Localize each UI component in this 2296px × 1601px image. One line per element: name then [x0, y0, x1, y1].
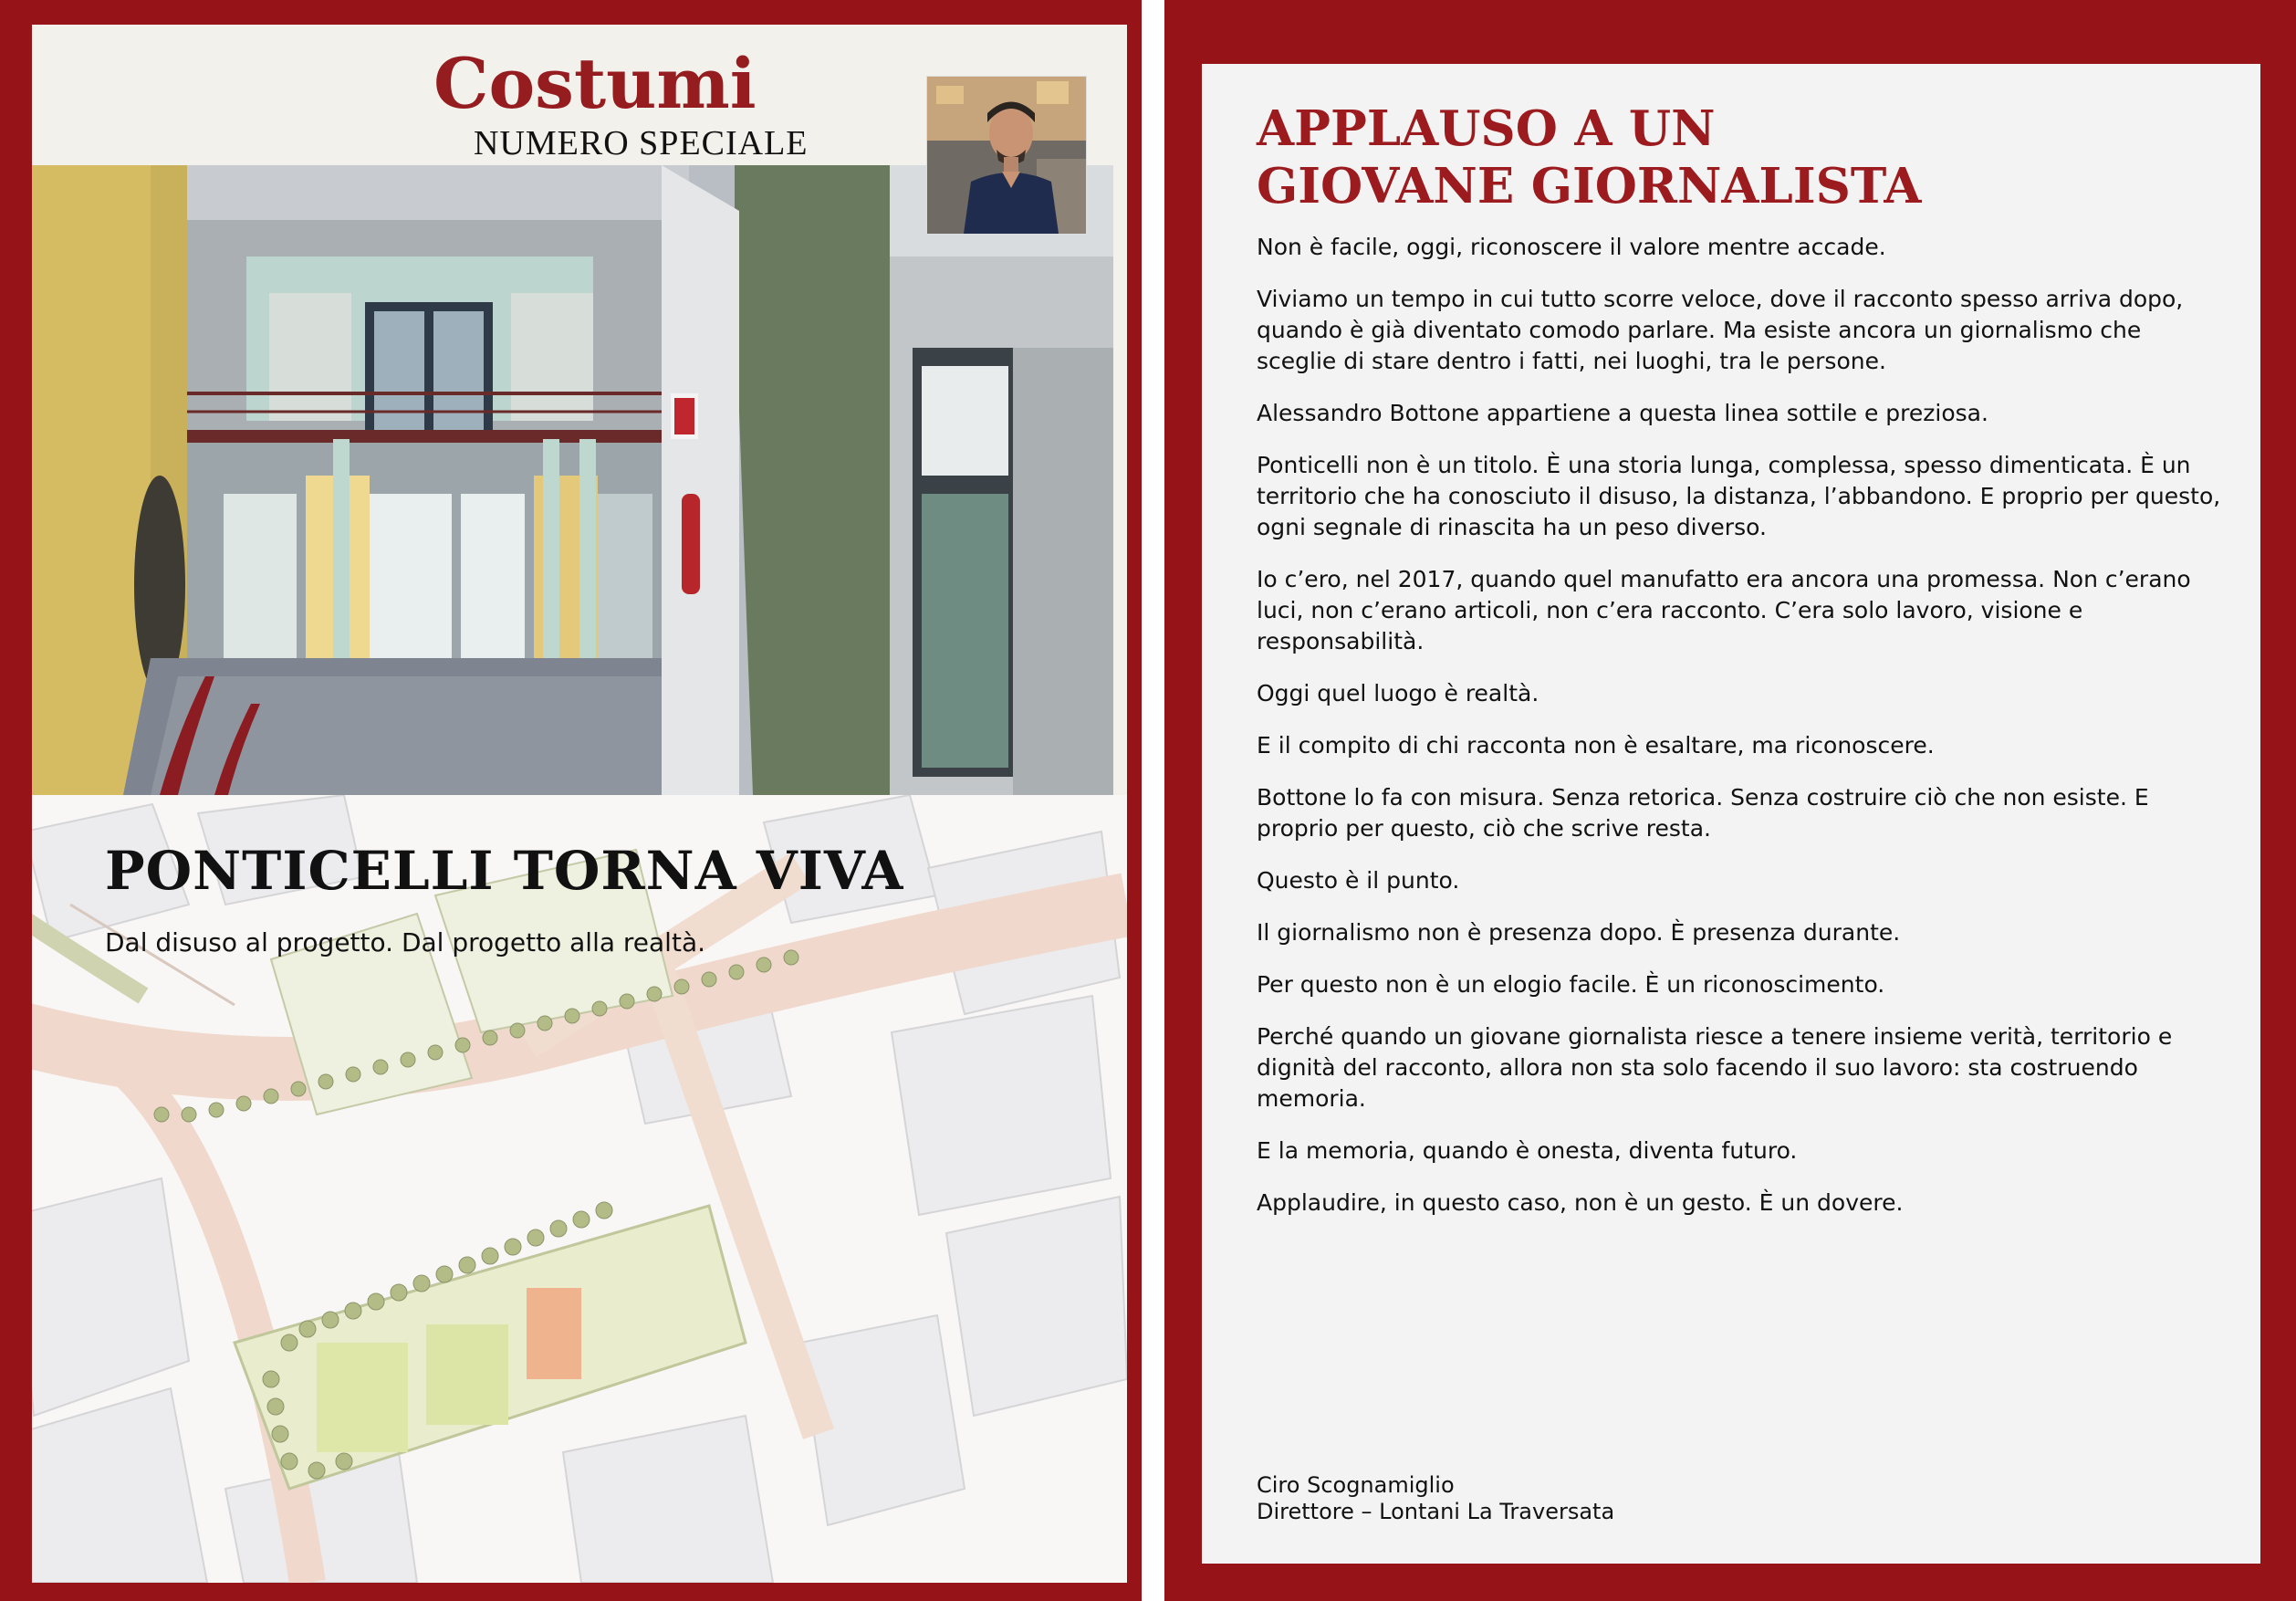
- paragraph: Il giornalismo non è presenza dopo. È presenza durante.: [1257, 919, 1901, 946]
- magazine-subtitle: NUMERO SPECIALE: [474, 124, 809, 162]
- site-plan-map: [32, 795, 1127, 1583]
- article-title: [1257, 100, 2242, 215]
- signature-name: Ciro Scognamiglio: [1257, 1472, 1455, 1498]
- article-title-line-1: APPLAUSO A UN: [1257, 100, 1716, 157]
- signature-block: [1257, 1472, 1987, 1525]
- paragraph: Alessandro Bottone appartiene a questa linea sottile e preziosa.: [1257, 400, 1988, 426]
- paragraph: E il compito di chi racconta non è esaltare, ma riconoscere.: [1257, 732, 1935, 759]
- school-interior-photo: [32, 165, 1113, 795]
- article-body: [1257, 232, 2224, 1240]
- paragraph: Per questo non è un elogio facile. È un riconoscimento.: [1257, 971, 1885, 998]
- paragraph: Viviamo un tempo in cui tutto scorre veloce, dove il racconto spesso arriva dopo, quando è già diventato comodo parlare. Ma esiste ancora un giornalismo che sceglie di stare dentro i fatti, nei luoghi, tra le persone.: [1257, 286, 2184, 374]
- article-page: [1202, 64, 2260, 1564]
- paragraph: Perché quando un giovane giornalista riesce a tenere insieme verità, territorio e dignità del racconto, allora non sta solo facendo il suo lavoro: sta costruendo memoria.: [1257, 1023, 2173, 1112]
- paragraph: Ponticelli non è un titolo. È una storia lunga, complessa, spesso dimenticata. È un territorio che ha conosciuto il disuso, la distanza, l’abbandono. E proprio per questo, ogni segnale di rinascita ha un peso diverso.: [1257, 452, 2221, 540]
- paragraph: Applaudire, in questo caso, non è un gesto. È un dovere.: [1257, 1189, 1904, 1216]
- cover-headline: PONTICELLI TORNA VIVA: [105, 840, 904, 902]
- article-title-line-2: GIOVANE GIORNALISTA: [1257, 158, 1922, 215]
- magazine-title: Costumi: [433, 43, 757, 124]
- paragraph: Bottone lo fa con misura. Senza retorica. Senza costruire ciò che non esiste. E proprio per questo, ciò che scrive resta.: [1257, 784, 2149, 842]
- page-gutter: [1142, 0, 1164, 1601]
- journalist-portrait: [926, 76, 1087, 235]
- paragraph: Io c’ero, nel 2017, quando quel manufatto era ancora una promessa. Non c’erano luci, non c’erano articoli, non c’era racconto. C’era solo lavoro, visione e responsabilità.: [1257, 566, 2191, 654]
- paragraph: Oggi quel luogo è realtà.: [1257, 680, 1539, 706]
- paragraph: Questo è il punto.: [1257, 867, 1460, 894]
- cover-dek: Dal disuso al progetto. Dal progetto alla realtà.: [105, 927, 705, 957]
- cover-page: [32, 25, 1127, 1583]
- paragraph: Non è facile, oggi, riconoscere il valore mentre accade.: [1257, 234, 1886, 260]
- paragraph: E la memoria, quando è onesta, diventa futuro.: [1257, 1137, 1798, 1164]
- signature-role: Direttore – Lontani La Traversata: [1257, 1499, 1615, 1524]
